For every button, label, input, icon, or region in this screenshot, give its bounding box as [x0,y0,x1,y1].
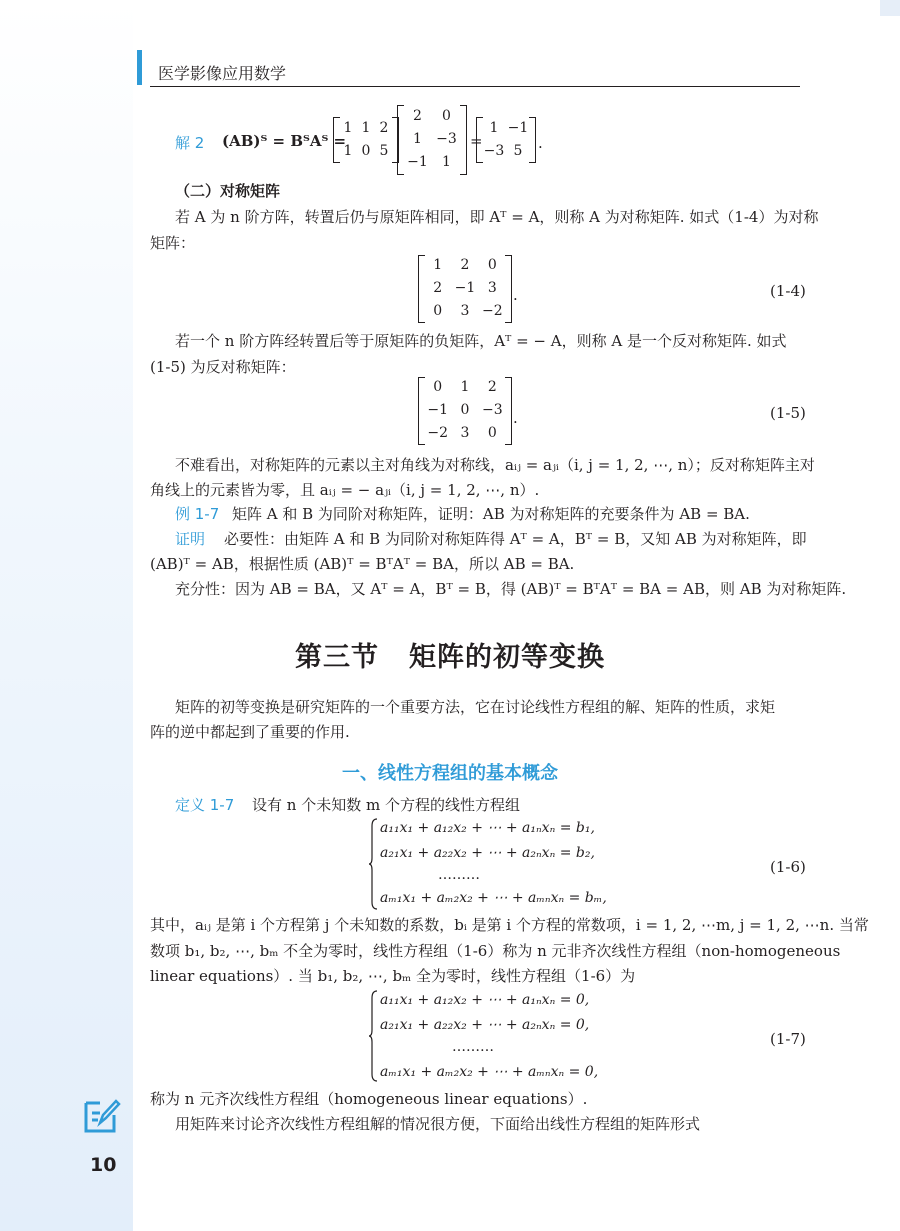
equation-number: (1-5) [770,404,806,422]
matrix-cell: 0 [460,402,470,418]
equals-sign: = [470,132,483,150]
paragraph-line: 阵的逆中都起到了重要的作用. [150,723,350,741]
matrix-cell: 3 [460,424,470,441]
bracket-right [505,377,512,445]
matrix-cell: 3 [487,280,497,296]
matrix-cell: 1 [460,379,470,396]
matrix-cell: 1 [433,257,443,274]
left-brace [368,990,378,1082]
paragraph-line: (AB)ᵀ = AB，根据性质 (AB)ᵀ = BᵀAᵀ = BA，所以 AB = BA. [150,555,575,573]
matrix-cell: 2 [413,107,422,124]
matrix-solution-b [397,105,467,175]
equation-number: (1-6) [770,858,806,876]
matrix-cell: 5 [513,142,523,159]
matrix-solution-a [333,117,399,163]
equation-number: (1-4) [770,282,806,300]
paragraph-line: 其中，aᵢⱼ 是第 i 个方程第 j 个未知数的系数，bᵢ 是第 i 个方程的常数项，i = 1, 2, ⋯m, j = 1, 2, ⋯n. 当常 [150,916,869,934]
period: . [513,409,518,427]
matrix-cell: 3 [460,302,470,319]
matrix-cell: −1 [507,119,529,136]
paragraph-line: 称为 n 元齐次线性方程组（homogeneous linear equations）. [150,1090,588,1108]
matrix-cell: 1 [442,154,451,171]
matrix-cell: 1 [361,119,371,136]
matrix-cell: −2 [482,302,503,319]
solution-label: 解 2 [175,134,205,152]
paragraph-line: 必要性：由矩阵 A 和 B 为同阶对称矩阵得 Aᵀ = A，Bᵀ = B，又知 AB 为对称矩阵，即 [224,530,807,548]
header-accent-bar [137,50,142,85]
equation-line: a₁₁x₁ + a₁₂x₂ + ⋯ + a₁ₙxₙ = 0, [380,992,590,1008]
matrix-cell: 2 [433,280,443,296]
proof-label: 证明 [175,530,206,548]
matrix-cell: 1 [413,131,422,147]
header-rule [150,86,800,87]
bracket-right [460,105,467,175]
matrix-solution-result [476,117,536,163]
period: . [538,134,543,152]
matrix-cell: 1 [343,142,353,159]
matrix-cell: 2 [487,379,497,396]
matrix-cell: 2 [460,257,470,274]
matrix-cell: −1 [454,280,476,296]
matrix-cell: 1 [489,119,499,136]
period: . [513,286,518,304]
matrix-cell: 0 [433,302,443,319]
paragraph-line: 若一个 n 阶方阵经转置后等于原矩阵的负矩阵，Aᵀ = − A，则称 A 是一个反对称矩阵. 如式 [175,332,787,350]
equation-ellipsis: ……… [438,867,480,883]
edit-note-icon [83,1096,121,1134]
equation-number: (1-7) [770,1030,806,1048]
matrix-cell: −1 [407,154,428,171]
page-sidebar [0,0,133,1231]
paragraph-line: 矩阵： [150,234,196,252]
matrix-cell: 0 [487,257,497,274]
definition-text: 设有 n 个未知数 m 个方程的线性方程组 [252,796,520,814]
matrix-cell: 5 [379,142,389,159]
matrix-cell: −1 [427,402,448,418]
paragraph-line: 若 A 为 n 阶方阵，转置后仍与原矩阵相同，即 Aᵀ = A，则称 A 为对称矩阵. 如式（1-4）为对称 [175,208,819,226]
matrix-cell: 2 [379,119,389,136]
matrix-1-5 [418,377,512,445]
matrix-cell: −3 [482,402,503,418]
paragraph-line: 用矩阵来讨论齐次线性方程组解的情况很方便，下面给出线性方程组的矩阵形式 [175,1115,701,1133]
matrix-1-4 [418,255,512,323]
left-brace [368,818,378,910]
matrix-cell: −3 [436,131,457,147]
page-number: 10 [90,1154,117,1176]
solution-lhs: (AB)ᵀ = BᵀAᵀ = [222,132,347,150]
definition-label: 定义 1-7 [175,796,235,814]
bracket-right [529,117,536,163]
equation-line: aₘ₁x₁ + aₘ₂x₂ + ⋯ + aₘₙxₙ = bₘ, [380,890,607,906]
subsection-title: 一、线性方程组的基本概念 [342,763,558,784]
section-title [0,635,900,674]
matrix-cell: 0 [487,424,497,441]
paragraph-line: 矩阵的初等变换是研究矩阵的一个重要方法，它在讨论线性方程组的解、矩阵的性质，求矩 [175,698,776,716]
matrix-cell: 0 [442,107,451,124]
corner-mark [880,0,900,16]
example-label: 例 1-7 [175,505,220,523]
paragraph-line: 数项 b₁, b₂, ⋯, bₘ 不全为零时，线性方程组（1-6）称为 n 元非齐次线性方程组（non-homogeneous [150,942,841,960]
matrix-cell: 0 [433,379,443,396]
paragraph-line: 角线上的元素皆为零，且 aᵢⱼ = − aⱼᵢ（i, j = 1, 2, ⋯, n）. [150,481,540,499]
bracket-right [505,255,512,323]
matrix-cell: 1 [343,119,353,136]
section-name: 矩阵的初等变换 [409,642,605,673]
paragraph-line: (1-5) 为反对称矩阵： [150,358,296,376]
matrix-cell: −3 [483,142,505,159]
running-header: 医学影像应用数学 [158,64,287,83]
section-number: 第三节 [295,642,379,673]
matrix-cell: 0 [361,142,371,159]
paragraph-line: 充分性：因为 AB = BA，又 Aᵀ = A，Bᵀ = B，得 (AB)ᵀ = BᵀAᵀ = BA = AB，则 AB 为对称矩阵. [175,580,847,598]
paragraph-line: linear equations）. 当 b₁, b₂, ⋯, bₘ 全为零时，线性方程组（1-6）为 [150,967,636,985]
equation-ellipsis: ……… [452,1039,494,1055]
subsection-heading-symmetric: （二）对称矩阵 [175,182,281,200]
example-text: 矩阵 A 和 B 为同阶对称矩阵，证明：AB 为对称矩阵的充要条件为 AB = BA. [232,505,750,523]
equation-line: a₂₁x₁ + a₂₂x₂ + ⋯ + a₂ₙxₙ = b₂, [380,845,595,861]
equation-line: a₂₁x₁ + a₂₂x₂ + ⋯ + a₂ₙxₙ = 0, [380,1017,590,1033]
equation-line: aₘ₁x₁ + aₘ₂x₂ + ⋯ + aₘₙxₙ = 0, [380,1064,599,1080]
paragraph-line: 不难看出，对称矩阵的元素以主对角线为对称线，aᵢⱼ = aⱼᵢ（i, j = 1, 2, ⋯, n）；反对称矩阵主对 [175,456,815,474]
equation-line: a₁₁x₁ + a₁₂x₂ + ⋯ + a₁ₙxₙ = b₁, [380,820,595,836]
matrix-cell: −2 [427,424,448,441]
